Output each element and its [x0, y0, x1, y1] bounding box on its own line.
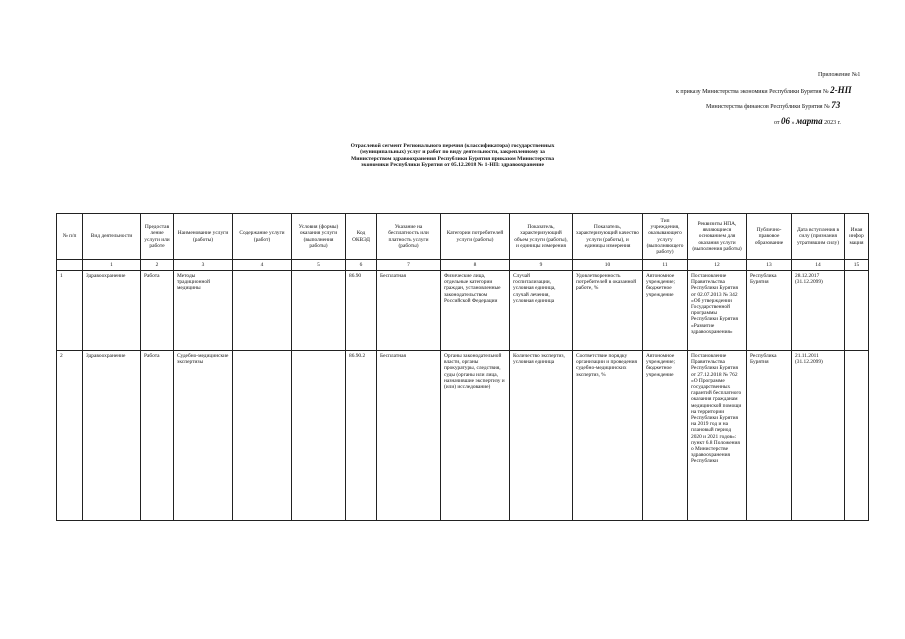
- date-day-sep: »: [791, 120, 795, 126]
- date-month: марта: [796, 116, 823, 126]
- cell-content: [233, 351, 292, 521]
- column-number-cell: 7: [377, 260, 441, 271]
- date-year: 2023 г.: [824, 120, 841, 126]
- cell-quality: Соответствие порядку организации и проведения судебно-медицинских экспертиз, %: [573, 351, 643, 521]
- cell-consumers: Органы законодательной власти, органы прокуратуры, следствия, суды (органы или лица, назначившие экспертизу и (или) исследование): [441, 351, 510, 521]
- services-table: [56, 213, 869, 521]
- cell-name: Судебно-медицинские экспертизы: [174, 351, 233, 521]
- col-header: Указание на бесплатность или платность услуги (работы): [377, 214, 441, 260]
- column-number-cell: 13: [747, 260, 792, 271]
- cell-npa: Постановление Правительства Республики Бурятия от 27.12.2018 № 762 «О Программе государственных гарантий бесплатного оказания гражданам медицинской помощи на территории Республики Бурятия на 2019 год и на плановый период 2020 и 2021 годов»: пункт 6.8 Положения о Министерстве здравоохранения Республики: [688, 351, 747, 521]
- cell-date: 28.12.2017 (31.12.2099): [792, 271, 845, 351]
- column-number-cell: 11: [643, 260, 688, 271]
- col-header: № п/п: [57, 214, 83, 260]
- col-header: Реквизиты НПА, являющиеся основанием для оказания услуги (выполнения работы): [688, 214, 747, 260]
- cell-kind: Работа: [141, 271, 174, 351]
- col-header: Код ОКВЭД: [346, 214, 377, 260]
- col-header: Содержание услуги (работ): [233, 214, 292, 260]
- col-header: Предоставление услуги или работе: [141, 214, 174, 260]
- col-header: Условия (формы) оказания услуги (выполнения работы): [292, 214, 346, 260]
- cell-entity: Республика Бурятия: [747, 351, 792, 521]
- order-economy-prefix: к приказу Министерства экономики Республики Бурятия №: [676, 89, 829, 95]
- table-row: [57, 271, 869, 351]
- column-number-cell: 6: [346, 260, 377, 271]
- col-header: Наименование услуги (работы): [174, 214, 233, 260]
- column-number-cell: 4: [233, 260, 292, 271]
- cell-date: 21.11.2011 (31.12.2099): [792, 351, 845, 521]
- order-finance-line: [706, 102, 840, 111]
- cell-num: 1: [57, 271, 83, 351]
- cell-okved: 86.90: [346, 271, 377, 351]
- column-number-row: [57, 260, 869, 271]
- cell-npa: Постановление Правительства Республики Бурятия от 02.07.2013 № 342 «Об утверждении Государственной программы Республики Бурятия «Развитие здравоохранения»: [688, 271, 747, 351]
- col-header: Категории потребителей услуги (работы): [441, 214, 510, 260]
- cell-volume: Случай госпитализации, условная единица, случай лечения, условная единица: [510, 271, 573, 351]
- cell-org-type: Автономное учреждение; бюджетное учреждение: [643, 351, 688, 521]
- cell-num: 2: [57, 351, 83, 521]
- col-header: Вид деятельности: [83, 214, 141, 260]
- annex-label: Приложение №1: [818, 72, 861, 78]
- column-number-cell: 10: [573, 260, 643, 271]
- order-economy-number: 2-НП: [830, 85, 852, 95]
- order-economy-line: [676, 87, 852, 96]
- col-header: Иная информация: [845, 214, 869, 260]
- col-header: Показатель, характеризующий объем услуги (работы), и единицы измерения: [510, 214, 573, 260]
- column-number-cell: 14: [792, 260, 845, 271]
- cell-other: [845, 271, 869, 351]
- cell-kind: Работа: [141, 351, 174, 521]
- column-number-cell: 1: [83, 260, 141, 271]
- header-row: [57, 214, 869, 260]
- cell-okved: 86.90.2: [346, 351, 377, 521]
- col-header: Показатель, характеризующий качество услуги (работы), и единицы измерения: [573, 214, 643, 260]
- table-row: [57, 351, 869, 521]
- col-header: Публично-правовое образование: [747, 214, 792, 260]
- col-header: Дата вступления в силу (признания утратившим силу): [792, 214, 845, 260]
- column-number-cell: 3: [174, 260, 233, 271]
- column-number-cell: 5: [292, 260, 346, 271]
- cell-entity: Республика Бурятия: [747, 271, 792, 351]
- cell-volume: Количество экспертиз, условная единица: [510, 351, 573, 521]
- col-header: Тип учреждения, оказывающего услугу (выполняющего работу): [643, 214, 688, 260]
- column-number-cell: 9: [510, 260, 573, 271]
- cell-name: Методы традиционной медицины: [174, 271, 233, 351]
- column-number-cell: 15: [845, 260, 869, 271]
- cell-org-type: Автономное учреждение; бюджетное учреждение: [643, 271, 688, 351]
- cell-consumers: Физические лица, отдельные категории граждан, установленные законодательством Российской Федерации: [441, 271, 510, 351]
- date-prefix: от: [774, 120, 780, 126]
- cell-paid: Бесплатная: [377, 271, 441, 351]
- cell-quality: Удовлетворенность потребителей в оказанной работе, %: [573, 271, 643, 351]
- cell-conditions: [292, 271, 346, 351]
- column-number-cell: [57, 260, 83, 271]
- column-number-cell: 8: [441, 260, 510, 271]
- cell-content: [233, 271, 292, 351]
- column-number-cell: 2: [141, 260, 174, 271]
- cell-activity: Здравоохранение: [83, 351, 141, 521]
- order-finance-number: 73: [831, 100, 841, 110]
- order-date-line: [774, 118, 841, 127]
- cell-activity: Здравоохранение: [83, 271, 141, 351]
- cell-other: [845, 351, 869, 521]
- cell-paid: Бесплатная: [377, 351, 441, 521]
- order-finance-prefix: Министерства финансов Республики Бурятия №: [706, 104, 830, 110]
- date-day: 06: [781, 116, 791, 126]
- column-number-cell: 12: [688, 260, 747, 271]
- cell-conditions: [292, 351, 346, 521]
- document-title: Отраслевой сегмент Регионального перечня (классификатора) государственных (муниципальных) услуг и работ по виду деятельности, закрепленному за Министерством здравоохранения Республики Бурятия приказом Министерства экономики Республики Бурятия от 05.12.2018 № 1-НП: здравоохранение: [350, 143, 555, 169]
